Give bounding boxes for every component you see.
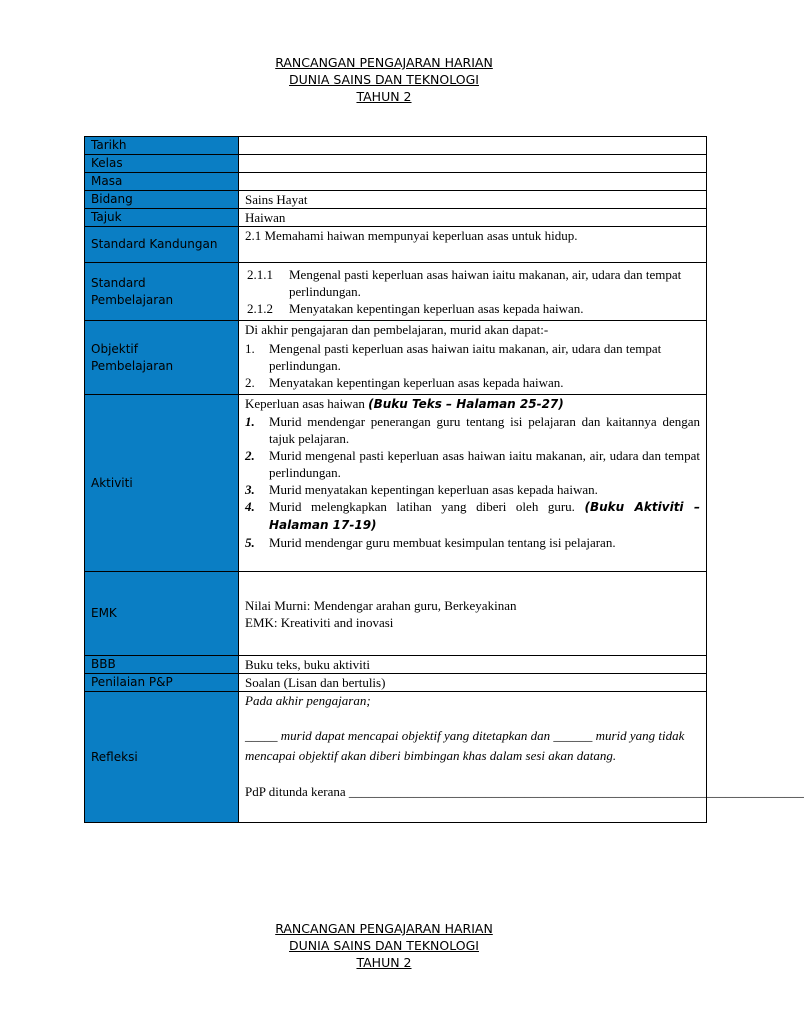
value-penilaian: Soalan (Lisan dan bertulis) bbox=[239, 674, 707, 692]
lesson-plan-table bbox=[84, 136, 804, 823]
label-tajuk: Tajuk bbox=[85, 209, 239, 227]
item-text: Murid mengenal pasti keperluan asas haiwan iaitu makanan, air, udara dan tempat perlindungan. bbox=[269, 448, 700, 480]
emk-line: EMK: Kreativiti and inovasi bbox=[245, 614, 394, 630]
item-number: 1. bbox=[245, 341, 255, 356]
list-item bbox=[245, 374, 700, 391]
heading-subject: DUNIA SAINS DAN TEKNOLOGI bbox=[289, 938, 479, 953]
list-item bbox=[245, 340, 700, 374]
label-refleksi: Refleksi bbox=[85, 692, 239, 823]
value-tarikh bbox=[239, 137, 707, 155]
list-item bbox=[245, 481, 700, 498]
value-aktiviti bbox=[239, 395, 707, 572]
item-number: 2.1.2 bbox=[247, 301, 273, 316]
value-objektif bbox=[239, 321, 707, 395]
heading-year: TAHUN 2 bbox=[356, 89, 412, 104]
label-masa: Masa bbox=[85, 173, 239, 191]
value-standard-pembelajaran bbox=[239, 263, 707, 321]
refleksi-postpone: PdP ditunda kerana ______________________________________________________________________ bbox=[245, 784, 804, 799]
label-line: Pembelajaran bbox=[91, 292, 174, 307]
heading-title: RANCANGAN PENGAJARAN HARIAN bbox=[275, 921, 493, 936]
value-refleksi bbox=[239, 692, 804, 823]
page-heading bbox=[0, 54, 768, 105]
value-kelas bbox=[239, 155, 707, 173]
label-objektif bbox=[85, 321, 239, 395]
heading-year: TAHUN 2 bbox=[356, 955, 412, 970]
aktiviti-title-ref: (Buku Teks – Halaman 25-27) bbox=[368, 397, 564, 411]
aktiviti-title bbox=[245, 395, 700, 413]
value-bbb: Buku teks, buku aktiviti bbox=[239, 656, 707, 674]
item-text: Murid menyatakan kepentingan keperluan asas kepada haiwan. bbox=[269, 482, 598, 497]
list-item bbox=[245, 498, 700, 534]
label-penilaian: Penilaian P&P bbox=[85, 674, 239, 692]
heading-subject: DUNIA SAINS DAN TEKNOLOGI bbox=[289, 72, 479, 87]
label-line: Objektif bbox=[91, 341, 138, 356]
item-text bbox=[269, 498, 700, 534]
emk-line: Nilai Murni: Mendengar arahan guru, Berkeyakinan bbox=[245, 597, 517, 613]
page-heading-repeat bbox=[0, 920, 768, 971]
item-text: Menyatakan kepentingan keperluan asas kepada haiwan. bbox=[289, 301, 584, 316]
item-number: 3. bbox=[245, 482, 255, 497]
list-item bbox=[245, 447, 700, 481]
label-line: Standard bbox=[91, 275, 146, 290]
value-tajuk: Haiwan bbox=[239, 209, 707, 227]
label-standard-kandungan: Standard Kandungan bbox=[85, 227, 239, 263]
item-number: 2.1.1 bbox=[247, 267, 273, 282]
objektif-intro: Di akhir pengajaran dan pembelajaran, murid akan dapat:- bbox=[245, 322, 549, 337]
item-ref: (Buku Aktiviti – Halaman 17-19) bbox=[269, 500, 701, 532]
item-number: 2. bbox=[245, 448, 255, 463]
item-text: Murid mendengar guru membuat kesimpulan tentang isi pelajaran. bbox=[269, 535, 616, 550]
label-bidang: Bidang bbox=[85, 191, 239, 209]
refleksi-statement: _____ murid dapat mencapai objektif yang ditetapkan dan ______ murid yang tidak mencapai objektif akan diberi bimbingan khas dalam sesi akan datang. bbox=[245, 728, 685, 763]
heading-title: RANCANGAN PENGAJARAN HARIAN bbox=[275, 55, 493, 70]
item-text-main: Murid melengkapkan latihan yang diberi oleh guru. bbox=[269, 499, 575, 514]
list-item bbox=[245, 300, 700, 317]
item-number: 4. bbox=[245, 499, 255, 514]
label-standard-pembelajaran bbox=[85, 263, 239, 321]
label-tarikh: Tarikh bbox=[85, 137, 239, 155]
item-number: 2. bbox=[245, 375, 255, 390]
value-masa bbox=[239, 173, 707, 191]
label-aktiviti: Aktiviti bbox=[85, 395, 239, 572]
value-emk bbox=[239, 572, 707, 656]
list-item bbox=[245, 534, 700, 551]
item-text: Mengenal pasti keperluan asas haiwan iaitu makanan, air, udara dan tempat perlindungan. bbox=[289, 267, 682, 299]
item-text: Menyatakan kepentingan keperluan asas kepada haiwan. bbox=[269, 375, 564, 390]
value-standard-kandungan: 2.1 Memahami haiwan mempunyai keperluan asas untuk hidup. bbox=[239, 227, 707, 263]
item-number: 1. bbox=[245, 414, 255, 429]
value-bidang: Sains Hayat bbox=[239, 191, 707, 209]
refleksi-intro: Pada akhir pengajaran; bbox=[245, 693, 371, 708]
item-number: 5. bbox=[245, 535, 255, 550]
label-line: Pembelajaran bbox=[91, 358, 174, 373]
list-item bbox=[245, 413, 700, 447]
list-item bbox=[245, 266, 700, 300]
label-emk: EMK bbox=[85, 572, 239, 656]
item-text: Murid mendengar penerangan guru tentang isi pelajaran dan kaitannya dengan tajuk pelajaran. bbox=[269, 414, 700, 446]
item-text: Mengenal pasti keperluan asas haiwan iaitu makanan, air, udara dan tempat perlindungan. bbox=[269, 341, 662, 373]
aktiviti-title-text: Keperluan asas haiwan bbox=[245, 396, 365, 411]
label-kelas: Kelas bbox=[85, 155, 239, 173]
label-bbb: BBB bbox=[85, 656, 239, 674]
